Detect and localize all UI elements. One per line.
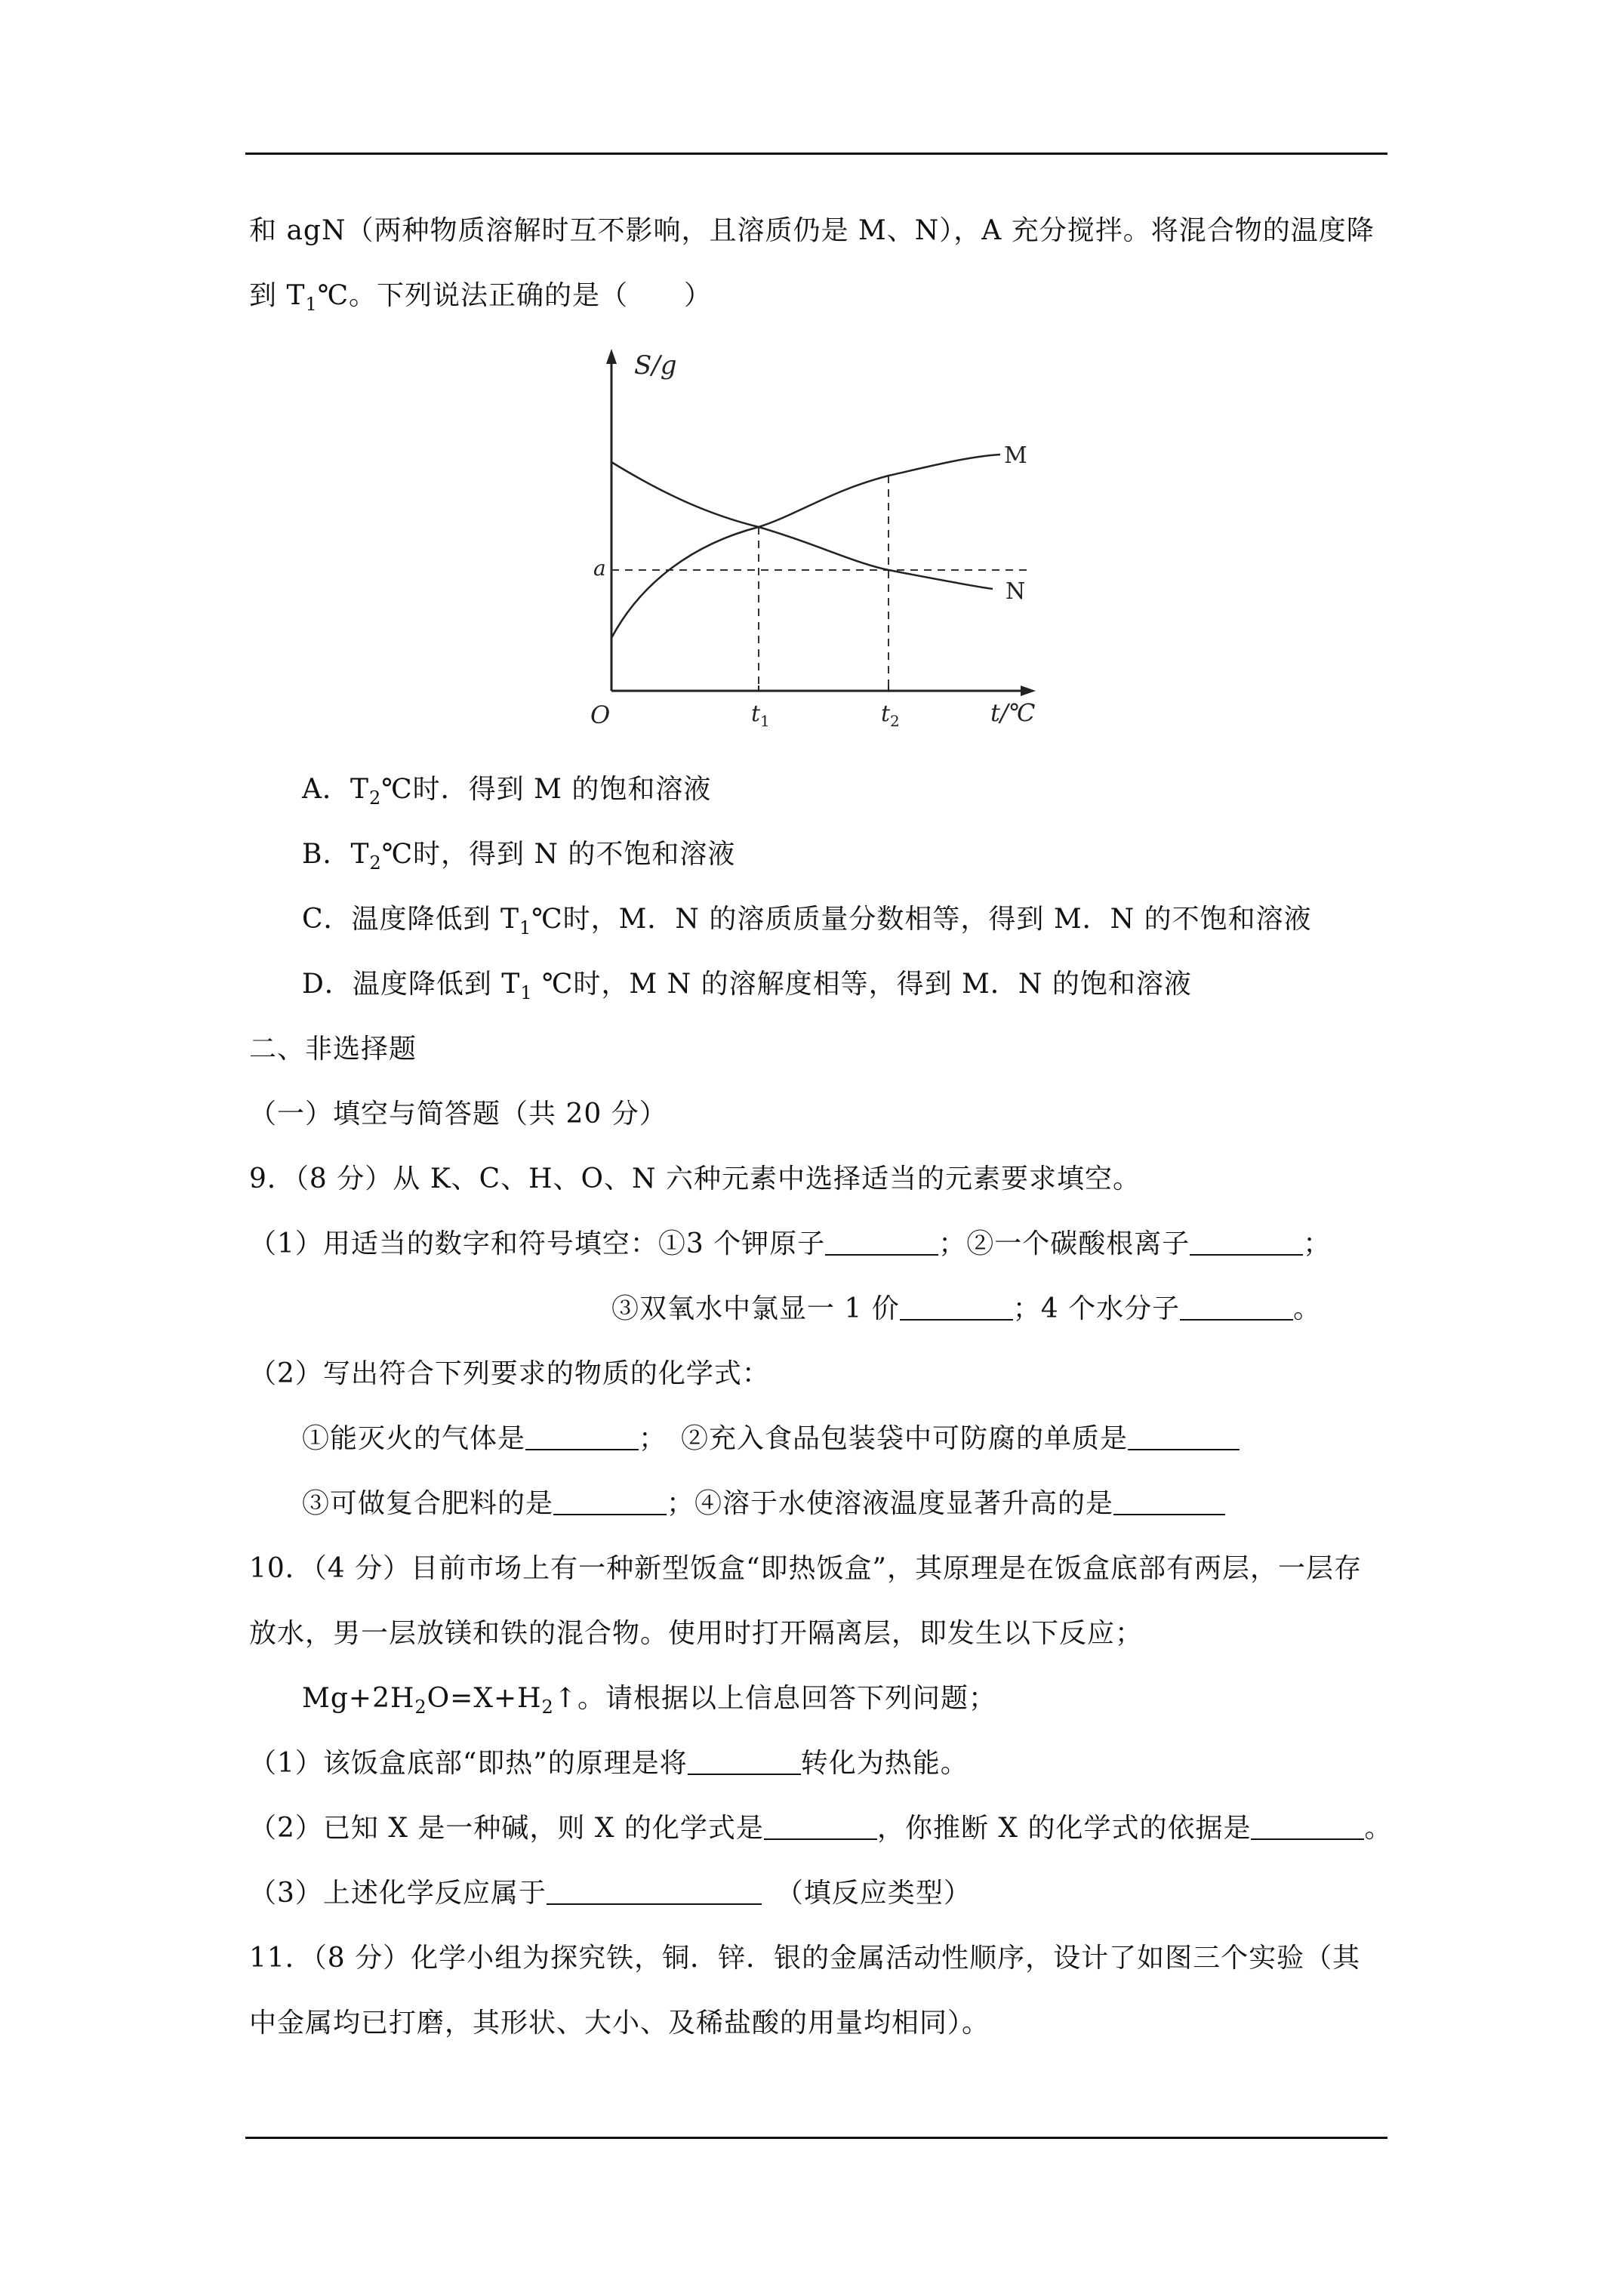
q9-part2-line1: ①能灭火的气体是 ； ②充入食品包装袋中可防腐的单质是 [302,1422,1240,1456]
answer-blank[interactable] [547,1881,762,1905]
curve-M-label: M [1004,442,1027,469]
q10-stem-line1: 10．（4 分）目前市场上有一种新型饭盒“即热饭盒”，其原理是在饭盒底部有两层，一层存 [249,1553,1362,1584]
q9-part2: （2）写出符合下列要求的物质的化学式： [249,1358,770,1389]
option-b: B．$T_2℃$时，得到 N 的不饱和溶液 [302,839,736,874]
t2-sub: 2 [890,712,900,730]
header-rule [245,153,1387,155]
answer-blank[interactable] [825,1231,938,1256]
t1-label: t [751,701,761,727]
option-d: D．温度降低到 $T_1$ ℃时，M N 的溶解度相等，得到 M．N 的饱和溶液 [302,969,1192,1003]
q10-part3: （3）上述化学反应属于 （填反应类型） [249,1878,972,1909]
answer-blank[interactable] [900,1296,1013,1321]
solubility-graph [574,340,1042,747]
section-subtitle: （一）填空与简答题（共 20 分） [249,1099,667,1130]
answer-blank[interactable] [688,1751,801,1775]
q10-part2: （2）已知 X 是一种碱，则 X 的化学式是 ，你推断 X 的化学式的依据是 。 [249,1813,1393,1844]
q9-part1-line2: ③双氧水中氯显一 1 价 ；4 个水分子 。 [611,1293,1322,1324]
t1-sub: 1 [760,712,770,730]
option-c: C．温度降低到 $T_1℃$时，M．N 的溶质质量分数相等，得到 M．N 的不饱和溶液 [302,904,1312,938]
q11-stem-line1: 11．（8 分）化学小组为探究铁，铜．锌．银的金属活动性顺序，设计了如图三个实验（其 [249,1943,1361,1974]
x-axis-label: t/℃ [990,698,1036,727]
answer-blank[interactable] [1180,1296,1293,1321]
answer-blank[interactable] [1190,1231,1303,1256]
a-label: a [593,556,606,581]
answer-blank[interactable] [764,1816,877,1840]
y-axis-arrow [606,349,617,364]
x-axis-arrow [1021,686,1036,696]
answer-blank[interactable] [1113,1491,1225,1515]
q11-stem-line2: 中金属均已打磨，其形状、大小、及稀盐酸的用量均相同）。 [249,2008,990,2039]
q10-equation: $Mg+2H_2O=X+H_2↑$。请根据以上信息回答下列问题； [302,1683,996,1718]
section-title: 二、非选择题 [249,1034,417,1065]
origin-label: O [590,701,611,729]
q10-part1: （1）该饭盒底部“即热”的原理是将 转化为热能。 [249,1748,969,1779]
q8-stem-line2: 到 $T_1℃$。下列说法正确的是（ ） [249,280,713,315]
answer-blank[interactable] [1128,1426,1240,1450]
t2-label: t [881,701,891,727]
q9-part2-line2: ③可做复合肥料的是 ；④溶于水使溶液温度显著升高的是 [302,1487,1225,1521]
curve-M [611,455,1000,638]
answer-blank[interactable] [553,1491,667,1515]
footer-rule [245,2137,1387,2139]
q8-stem-line1: 和 agN（两种物质溶解时互不影响，且溶质仍是 M、N），A 充分搅拌。将混合物的温度降 [249,215,1375,246]
y-axis-label: S/g [634,350,677,381]
answer-blank[interactable] [525,1426,639,1450]
answer-blank[interactable] [1251,1816,1364,1840]
q9-stem: 9．（8 分）从 K、C、H、O、N 六种元素中选择适当的元素要求填空。 [249,1163,1141,1194]
curve-N-label: N [1006,578,1026,605]
option-a: A．$T_2℃$时．得到 M 的饱和溶液 [302,774,712,809]
q10-stem-line2: 放水，男一层放镁和铁的混合物。使用时打开隔离层，即发生以下反应； [249,1618,1144,1649]
q9-part1-line1: （1）用适当的数字和符号填空：①3 个钾原子 ；②一个碳酸根离子 ； [249,1228,1332,1259]
